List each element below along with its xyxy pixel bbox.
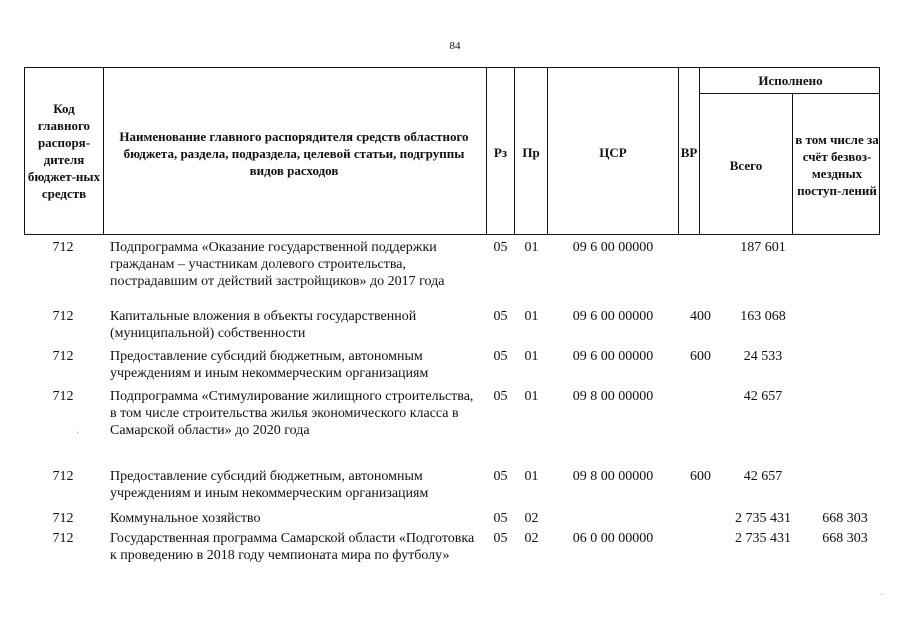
header-free-receipts: в том числе за счёт безвоз-мездных поступ-лений	[795, 132, 879, 198]
row-name: Капитальные вложения в объекты государственной (муниципальной) собственности	[110, 309, 417, 341]
row-rz: 05	[493, 511, 508, 526]
header-executed: Исполнено	[758, 73, 823, 88]
row-name: Подпрограмма «Оказание государственной поддержки гражданам – участникам долевого строительства, пострадавшим от действий застройщиков» до 2017 года	[110, 240, 445, 289]
row-rz: 05	[493, 349, 508, 364]
row-pr: 01	[524, 349, 539, 364]
scan-speck: ·	[76, 428, 80, 439]
header-code: Код главного распоря-дителя бюджет-ных средств	[27, 101, 101, 201]
row-name: Коммунальное хозяйство	[110, 511, 261, 526]
row-total: 163 068	[740, 309, 786, 324]
row-csr: 09 8 00 00000	[572, 389, 654, 404]
row-pr: 01	[524, 240, 539, 255]
row-name: Предоставление субсидий бюджетным, автономным учреждениям и иным некоммерческим организациям	[110, 349, 429, 381]
row-code: 712	[52, 309, 74, 324]
row-csr: 09 6 00 00000	[572, 240, 654, 255]
row-name: Предоставление субсидий бюджетным, автономным учреждениям и иным некоммерческим организациям	[110, 469, 429, 501]
row-csr: 09 6 00 00000	[572, 309, 654, 324]
row-total: 24 533	[743, 349, 783, 364]
row-vr: 600	[690, 469, 711, 484]
row-total: 42 657	[743, 469, 783, 484]
row-name: Государственная программа Самарской области «Подготовка к проведению в 2018 году чемпионата мира по футболу»	[110, 531, 475, 563]
row-pr: 02	[524, 511, 539, 526]
header-total: Всего	[729, 157, 763, 173]
scan-speck: ·	[880, 590, 884, 601]
row-free: 668 303	[822, 531, 868, 546]
row-rz: 05	[493, 389, 508, 404]
row-rz: 05	[493, 309, 508, 324]
row-pr: 01	[524, 309, 539, 324]
row-csr: 09 8 00 00000	[572, 469, 654, 484]
header-csr: ЦСР	[599, 144, 627, 160]
row-free: 668 303	[822, 511, 868, 526]
row-rz: 05	[493, 531, 508, 546]
row-name: Подпрограмма «Стимулирование жилищного строительства, в том числе строительства жилья экономического класса в Самарской области» до 2020 года	[110, 389, 474, 438]
row-csr: 09 6 00 00000	[572, 349, 654, 364]
row-csr: 06 0 00 00000	[572, 531, 654, 546]
row-total: 2 735 431	[735, 531, 791, 546]
row-code: 712	[52, 469, 74, 484]
row-total: 2 735 431	[735, 511, 791, 526]
header-pr: Пр	[522, 144, 540, 160]
row-code: 712	[52, 349, 74, 364]
header-vr: ВР	[680, 144, 698, 160]
row-code: 712	[52, 240, 74, 255]
row-total: 187 601	[740, 240, 786, 255]
row-vr: 400	[690, 309, 711, 324]
row-pr: 01	[524, 389, 539, 404]
row-rz: 05	[493, 240, 508, 255]
row-vr: 600	[690, 349, 711, 364]
table-header	[24, 67, 880, 235]
row-rz: 05	[493, 469, 508, 484]
row-code: 712	[52, 531, 74, 546]
row-pr: 02	[524, 531, 539, 546]
page-number: 84	[449, 40, 461, 52]
header-rz: Рз	[493, 144, 508, 160]
row-code: 712	[52, 511, 74, 526]
row-code: 712	[52, 389, 74, 404]
header-name: Наименование главного распорядителя средств областного бюджета, раздела, подраздела, целевой статьи, подгруппы видов расходов	[119, 128, 469, 178]
row-pr: 01	[524, 469, 539, 484]
row-total: 42 657	[743, 389, 783, 404]
